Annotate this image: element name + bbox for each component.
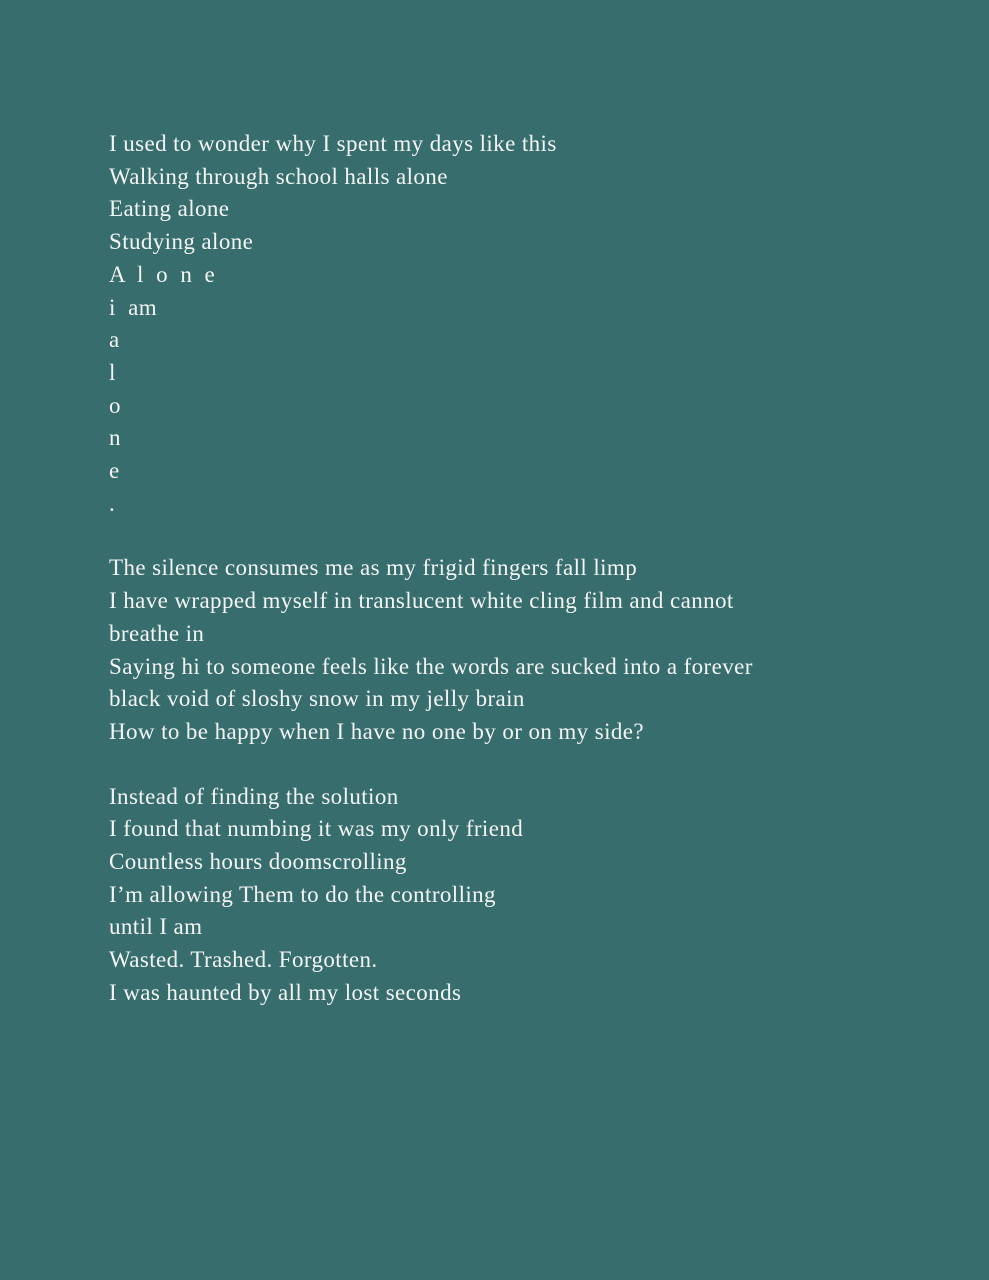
poem-line: a: [109, 327, 120, 353]
poem-line: Studying alone: [109, 229, 254, 255]
poem-line: Countless hours doomscrolling: [109, 849, 407, 875]
poem-line: Saying hi to someone feels like the words are sucked into a forever: [109, 653, 753, 679]
poem-line: until I am: [109, 914, 203, 940]
poem-line: I found that numbing it was my only friend: [109, 816, 524, 842]
poem-line: .: [109, 490, 116, 516]
poem-line: A l o n e: [109, 261, 216, 287]
poem-line: I used to wonder why I spent my days like this: [109, 131, 557, 156]
poem-line: Walking through school halls alone: [109, 163, 448, 189]
poem-line: Instead of finding the solution: [109, 783, 399, 809]
stanza-1: [109, 128, 869, 520]
poem-line: l: [109, 359, 116, 385]
stanza-3: [109, 781, 869, 1010]
poem-line: n: [109, 425, 121, 451]
poem-line: I was haunted by all my lost seconds: [109, 979, 462, 1005]
poem-line: breathe in: [109, 620, 205, 646]
poem-body: [109, 128, 869, 1010]
poem-line: i am: [109, 294, 157, 320]
poem-line: Wasted. Trashed. Forgotten.: [109, 947, 378, 973]
poem-line: I have wrapped myself in translucent white cling film and cannot: [109, 588, 734, 614]
stanza-2: [109, 552, 869, 748]
poem-line: e: [109, 458, 120, 484]
poem-line: I’m allowing Them to do the controlling: [109, 881, 496, 907]
poem-line: Eating alone: [109, 196, 230, 222]
poem-line: o: [109, 392, 121, 418]
poem-line: The silence consumes me as my frigid fingers fall limp: [109, 555, 638, 581]
poem-line: How to be happy when I have no one by or on my side?: [109, 718, 644, 744]
poem-line: black void of sloshy snow in my jelly brain: [109, 686, 525, 712]
